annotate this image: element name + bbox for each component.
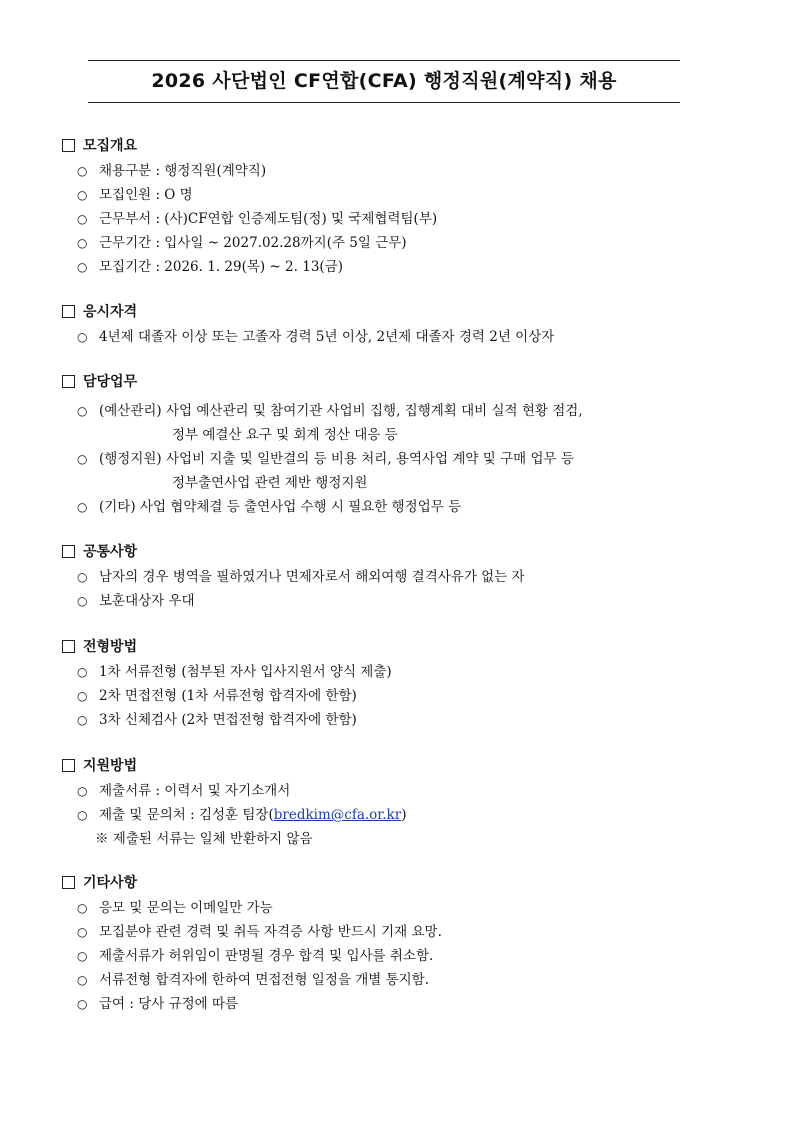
- checkbox-square-icon: [62, 545, 75, 558]
- list-item: ○ (행정지원) 사업비 지출 및 일반결의 등 비용 처리, 용역사업 계약 및 구매 업무 등: [62, 448, 742, 472]
- section-heading-label: 공통사항: [83, 544, 138, 560]
- list-item: ○ (기타) 사업 협약체결 등 출연사업 수행 시 필요한 행정업무 등: [62, 496, 742, 520]
- circle-bullet-icon: ○: [77, 901, 88, 915]
- list-item: ○ 서류전형 합격자에 한하여 면접전형 일정을 개별 통지함.: [62, 969, 742, 993]
- section-duties: [62, 372, 742, 520]
- list-item: ○ 채용구분 : 행정직원(계약직): [62, 160, 742, 184]
- circle-bullet-icon: ○: [77, 236, 88, 250]
- section-heading-label: 기타사항: [83, 875, 138, 891]
- checkbox-square-icon: [62, 759, 75, 772]
- title-bottom-rule: [88, 102, 680, 103]
- note-line: ※ 제출된 서류는 일체 반환하지 않음: [95, 831, 313, 847]
- circle-bullet-icon: ○: [77, 973, 88, 987]
- section-qualification: [62, 302, 742, 350]
- section-etc: [62, 873, 742, 1017]
- circle-bullet-icon: ○: [77, 949, 88, 963]
- list-item: ○ 3차 신체검사 (2차 면접전형 합격자에 한함): [62, 709, 742, 733]
- circle-bullet-icon: ○: [77, 689, 88, 703]
- section-heading: [62, 302, 742, 326]
- list-item: ○ 급여 : 당사 규정에 따름: [62, 993, 742, 1017]
- section-heading-label: 응시자격: [83, 304, 138, 320]
- section-heading: [62, 637, 742, 661]
- circle-bullet-icon: ○: [77, 784, 88, 798]
- list-item: ○ (예산관리) 사업 예산관리 및 참여기관 사업비 집행, 집행계획 대비 실적 현황 점검,: [62, 400, 742, 424]
- list-item: ○ 제출서류가 허위임이 판명될 경우 합격 및 입사를 취소함.: [62, 945, 742, 969]
- section-heading-label: 지원방법: [83, 758, 138, 774]
- contact-email-link[interactable]: bredkim@cfa.or.kr: [273, 807, 402, 823]
- circle-bullet-icon: ○: [77, 594, 88, 608]
- list-item: ○ 근무기간 : 입사일 ~ 2027.02.28까지(주 5일 근무): [62, 232, 742, 256]
- circle-bullet-icon: ○: [77, 164, 88, 178]
- list-item-continuation: 정부출연사업 관련 제반 행정지원: [172, 475, 368, 491]
- circle-bullet-icon: ○: [77, 452, 88, 466]
- circle-bullet-icon: ○: [77, 500, 88, 514]
- circle-bullet-icon: ○: [77, 808, 88, 822]
- list-item: ○ 보훈대상자 우대: [62, 590, 742, 614]
- section-heading-label: 전형방법: [83, 639, 138, 655]
- circle-bullet-icon: ○: [77, 570, 88, 584]
- list-item: ○ 남자의 경우 병역을 필하였거나 면제자로서 해외여행 결격사유가 없는 자: [62, 566, 742, 590]
- section-common: [62, 542, 742, 614]
- checkbox-square-icon: [62, 139, 75, 152]
- list-item-continuation: 정부 예결산 요구 및 회계 정산 대응 등: [172, 427, 398, 443]
- list-item: ○ 제출서류 : 이력서 및 자기소개서: [62, 780, 742, 804]
- section-heading: [62, 372, 742, 396]
- checkbox-square-icon: [62, 305, 75, 318]
- section-heading: [62, 136, 742, 160]
- title-block: [88, 60, 680, 103]
- list-item: ○ 근무부서 : (사)CF연합 인증제도팀(정) 및 국제협력팀(부): [62, 208, 742, 232]
- circle-bullet-icon: ○: [77, 713, 88, 727]
- circle-bullet-icon: ○: [77, 260, 88, 274]
- section-heading-label: 담당업무: [83, 374, 138, 390]
- section-heading: [62, 873, 742, 897]
- list-item: ○ 응모 및 문의는 이메일만 가능: [62, 897, 742, 921]
- list-item: ○ 1차 서류전형 (첨부된 자사 입사지원서 양식 제출): [62, 661, 742, 685]
- checkbox-square-icon: [62, 876, 75, 889]
- circle-bullet-icon: ○: [77, 925, 88, 939]
- list-item: ○ 모집분야 관련 경력 및 취득 자격증 사항 반드시 기재 요망.: [62, 921, 742, 945]
- list-item: ○ 모집인원 : O 명: [62, 184, 742, 208]
- section-overview: [62, 136, 742, 280]
- section-heading-label: 모집개요: [83, 138, 138, 154]
- circle-bullet-icon: ○: [77, 330, 88, 344]
- list-item: ○ 모집기간 : 2026. 1. 29(목) ~ 2. 13(금): [62, 256, 742, 280]
- section-heading: [62, 756, 742, 780]
- list-item: ○ 2차 면접전형 (1차 서류전형 합격자에 한함): [62, 685, 742, 709]
- section-selection: [62, 637, 742, 733]
- circle-bullet-icon: ○: [77, 212, 88, 226]
- section-apply: [62, 756, 742, 852]
- circle-bullet-icon: ○: [77, 665, 88, 679]
- section-heading: [62, 542, 742, 566]
- list-item: ○ 4년제 대졸자 이상 또는 고졸자 경력 5년 이상, 2년제 대졸자 경력 2년 이상자: [62, 326, 742, 350]
- checkbox-square-icon: [62, 375, 75, 388]
- circle-bullet-icon: ○: [77, 188, 88, 202]
- checkbox-square-icon: [62, 640, 75, 653]
- page-title: 2026 사단법인 CF연합(CFA) 행정직원(계약직) 채용: [151, 70, 617, 92]
- list-item: [62, 804, 742, 828]
- circle-bullet-icon: ○: [77, 404, 88, 418]
- contact-line: 제출 및 문의처 : 김성훈 팀장(bredkim@cfa.or.kr): [99, 807, 407, 823]
- circle-bullet-icon: ○: [77, 997, 88, 1011]
